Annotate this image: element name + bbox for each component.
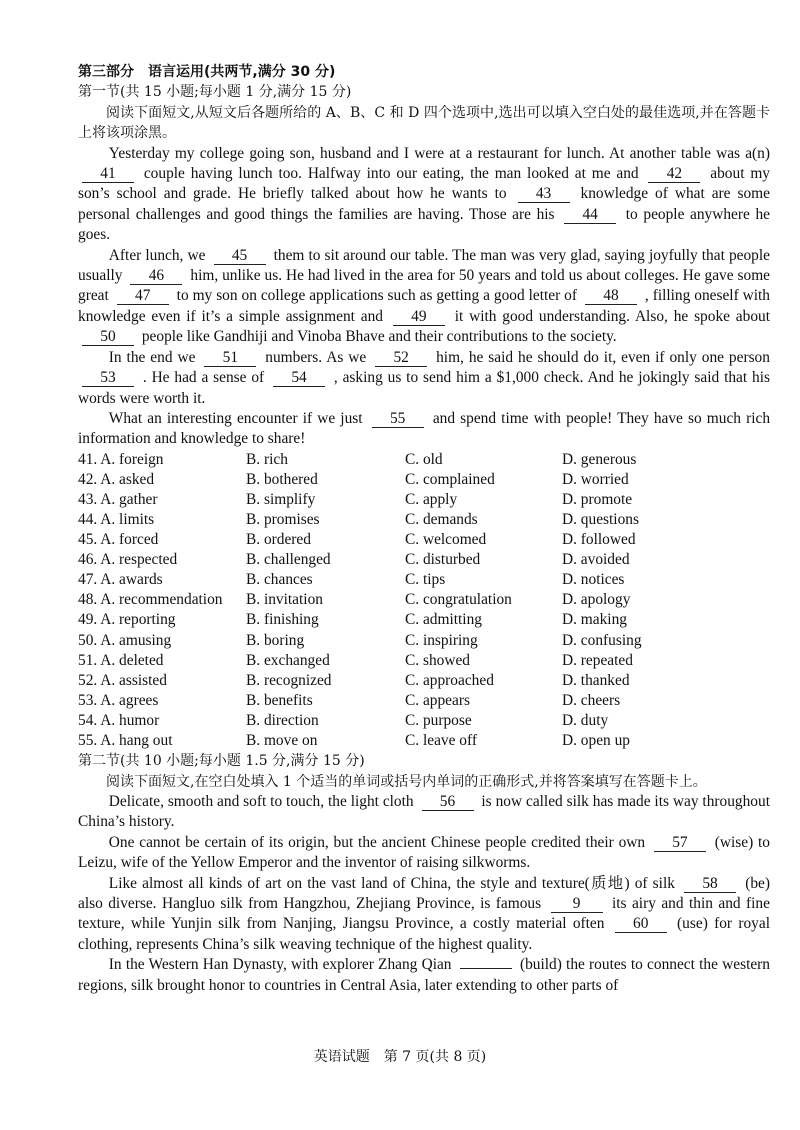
paragraph-text: , asking us to send him a $1,000 check. And he jokingly said that his words were worth it. bbox=[78, 369, 770, 407]
answer-blank: 45 bbox=[214, 248, 266, 265]
option-a: 54. A. humor bbox=[78, 711, 160, 729]
option-b: B. finishing bbox=[246, 611, 319, 629]
option-a: 43. A. gather bbox=[78, 490, 158, 508]
option-d: D. confusing bbox=[562, 631, 642, 649]
option-a: 51. A. deleted bbox=[78, 651, 164, 669]
option-d: D. generous bbox=[562, 450, 637, 468]
options-table bbox=[78, 450, 770, 751]
paragraph-text: Yesterday my college going son, husband and I were at a restaurant for lunch. At another table was a(n) bbox=[108, 144, 770, 162]
answer-blank: 41 bbox=[82, 166, 134, 183]
exam-page bbox=[78, 62, 770, 996]
answer-blank: 51 bbox=[204, 350, 256, 367]
option-d: D. avoided bbox=[562, 551, 630, 569]
paragraph-text: him, he said he should do it, even if only one person bbox=[436, 348, 770, 366]
paragraph-text: about my son’s school and grade. He briefly talked about how he wants to bbox=[78, 165, 770, 203]
paragraph-text: , filling oneself with knowledge even if it’s a simple assignment and bbox=[78, 287, 770, 325]
paragraph-text: people like Gandhiji and Vinoba Bhave and their contributions to the society. bbox=[141, 328, 617, 346]
page-footer: 英语试题 第 7 页(共 8 页) bbox=[313, 1049, 487, 1065]
option-d: D. duty bbox=[562, 711, 609, 729]
answer-blank: 60 bbox=[615, 916, 667, 933]
paragraph-text: . He had a sense of bbox=[142, 369, 265, 387]
paragraph-text: him, unlike us. He had lived in the area for 50 years and told us about colleges. He gave some great bbox=[78, 267, 770, 305]
answer-blank bbox=[460, 968, 512, 969]
paragraph-text: and spend time with people! They have so much rich information and knowledge to share! bbox=[78, 409, 771, 448]
paragraph-text: After lunch, we bbox=[108, 246, 206, 264]
option-a: 45. A. forced bbox=[78, 531, 159, 549]
section1-instructions: 阅读下面短文,从短文后各题所给的 A、B、C 和 D 四个选项中,选出可以填入空白处的最佳选项,并在答题卡上将该项涂黑。 bbox=[78, 104, 770, 142]
paragraph-text: (wise) to Leizu, wife of the Yellow Emperor and the inventor of raising silkworms. bbox=[78, 833, 771, 872]
option-a: 55. A. hang out bbox=[78, 732, 173, 750]
paragraph-text: knowledge of what are some personal challenges and good things the families are having. Those are his bbox=[78, 185, 770, 223]
paragraph-text: In the Western Han Dynasty, with explorer Zhang Qian bbox=[108, 956, 452, 974]
answer-blank: 50 bbox=[82, 329, 134, 346]
option-c: C. approached bbox=[405, 671, 494, 689]
option-d: D. worried bbox=[562, 470, 629, 488]
paragraph-text: its airy and thin and fine texture, while Yunjin silk from Nanjing, Jiangsu Province, a costly material often bbox=[78, 894, 770, 933]
option-d: D. followed bbox=[562, 531, 636, 549]
answer-blank: 44 bbox=[564, 207, 616, 224]
option-b: B. move on bbox=[246, 732, 318, 750]
option-a: 46. A. respected bbox=[78, 551, 178, 569]
answer-blank: 42 bbox=[648, 166, 700, 183]
paragraph-text: numbers. As we bbox=[265, 348, 367, 366]
option-a: 42. A. asked bbox=[78, 470, 155, 488]
paragraph bbox=[78, 246, 770, 348]
option-d: D. open up bbox=[562, 732, 630, 750]
option-c: C. congratulation bbox=[405, 591, 512, 609]
section2-title: 第二节(共 10 小题;每小题 1.5 分,满分 15 分) bbox=[78, 753, 365, 770]
paragraph-text: them to sit around our table. The man was very glad, saying joyfully that people usually bbox=[78, 246, 770, 285]
option-d: D. promote bbox=[562, 490, 633, 508]
section2-instructions: 阅读下面短文,在空白处填入 1 个适当的单词或括号内单词的正确形式,并将答案填写在答题卡上。 bbox=[106, 773, 707, 790]
option-c: C. complained bbox=[405, 470, 495, 488]
answer-blank: 48 bbox=[585, 288, 637, 305]
paragraph-text: In the end we bbox=[108, 348, 196, 366]
paragraph-text: it with good understanding. Also, he spoke about bbox=[454, 307, 770, 325]
paragraph bbox=[78, 955, 770, 996]
section1-passage bbox=[78, 144, 770, 450]
answer-blank: 54 bbox=[273, 370, 325, 387]
option-d: D. cheers bbox=[562, 691, 621, 709]
answer-blank: 47 bbox=[117, 288, 169, 305]
answer-blank: 46 bbox=[130, 268, 182, 285]
option-a: 49. A. reporting bbox=[78, 611, 176, 629]
option-b: B. simplify bbox=[246, 490, 316, 508]
answer-blank: 49 bbox=[393, 309, 445, 326]
option-c: C. disturbed bbox=[405, 551, 481, 569]
paragraph-text: to people anywhere he goes. bbox=[78, 205, 770, 244]
paragraph-text: What an interesting encounter if we just bbox=[108, 409, 363, 427]
option-c: C. showed bbox=[405, 651, 470, 669]
option-d: D. questions bbox=[562, 511, 639, 528]
answer-blank: 57 bbox=[654, 835, 706, 852]
option-a: 52. A. assisted bbox=[78, 671, 167, 689]
answer-blank: 53 bbox=[82, 370, 134, 387]
option-a: 41. A. foreign bbox=[78, 450, 164, 468]
option-b: B. exchanged bbox=[246, 651, 330, 669]
option-c: C. old bbox=[405, 450, 443, 468]
paragraph-text: is now called silk has made its way throughout China’s history. bbox=[78, 792, 770, 831]
option-b: B. promises bbox=[246, 511, 320, 528]
option-b: B. challenged bbox=[246, 551, 331, 569]
paragraph-text: One cannot be certain of its origin, but the ancient Chinese people credited their own bbox=[108, 833, 646, 851]
option-c: C. leave off bbox=[405, 732, 477, 750]
section2-passage bbox=[78, 792, 770, 996]
option-b: B. recognized bbox=[246, 671, 332, 689]
answer-blank: 43 bbox=[518, 186, 570, 203]
paragraph-text: Like almost all kinds of art on the vast land of China, the style and texture(质地) of silk bbox=[108, 874, 675, 892]
answer-blank: 9 bbox=[551, 896, 603, 913]
paragraph-text: (build) the routes to connect the western regions, silk brought honor to countries in Central Asia, later extending to other parts of bbox=[78, 956, 770, 994]
option-b: B. boring bbox=[246, 631, 305, 649]
paragraph bbox=[78, 833, 770, 874]
paragraph-text: (be) also diverse. Hangluo silk from Hangzhou, Zhejiang Province, is famous bbox=[78, 874, 770, 912]
option-c: C. tips bbox=[405, 571, 446, 589]
option-b: B. chances bbox=[246, 571, 313, 589]
option-c: C. welcomed bbox=[405, 531, 487, 549]
option-c: C. purpose bbox=[405, 711, 472, 729]
answer-blank: 55 bbox=[372, 411, 424, 428]
paragraph bbox=[78, 348, 770, 409]
option-d: D. repeated bbox=[562, 651, 633, 669]
answer-blank: 52 bbox=[375, 350, 427, 367]
option-c: C. apply bbox=[405, 490, 458, 508]
paragraph bbox=[78, 144, 770, 246]
option-b: B. direction bbox=[246, 711, 319, 729]
part-title: 第三部分 语言运用(共两节,满分 30 分) bbox=[78, 64, 336, 80]
paragraph-text: couple having lunch too. Halfway into our eating, the man looked at me and bbox=[143, 165, 639, 183]
paragraph bbox=[78, 792, 770, 833]
option-c: C. inspiring bbox=[405, 631, 478, 649]
paragraph bbox=[78, 874, 770, 956]
option-b: B. invitation bbox=[246, 591, 323, 609]
option-c: C. appears bbox=[405, 691, 470, 709]
paragraph-text: to my son on college applications such as getting a good letter of bbox=[176, 287, 577, 305]
option-d: D. thanked bbox=[562, 671, 630, 689]
paragraph-text: (use) for royal clothing, represents China’s silk weaving technique of the highest quality. bbox=[78, 915, 770, 953]
option-b: B. ordered bbox=[246, 531, 311, 549]
option-d: D. making bbox=[562, 611, 627, 629]
paragraph-text: Delicate, smooth and soft to touch, the light cloth bbox=[108, 792, 414, 810]
option-a: 44. A. limits bbox=[78, 511, 155, 528]
option-a: 53. A. agrees bbox=[78, 691, 159, 709]
option-c: C. demands bbox=[405, 511, 478, 528]
option-b: B. benefits bbox=[246, 691, 313, 709]
option-d: D. apology bbox=[562, 591, 631, 609]
answer-blank: 56 bbox=[422, 794, 474, 811]
option-b: B. bothered bbox=[246, 470, 318, 488]
section1-title: 第一节(共 15 小题;每小题 1 分,满分 15 分) bbox=[78, 84, 352, 101]
option-b: B. rich bbox=[246, 450, 288, 468]
option-a: 47. A. awards bbox=[78, 571, 163, 589]
paragraph bbox=[78, 409, 770, 450]
option-a: 48. A. recommendation bbox=[78, 591, 223, 609]
answer-blank: 58 bbox=[684, 876, 736, 893]
option-a: 50. A. amusing bbox=[78, 631, 172, 649]
option-d: D. notices bbox=[562, 571, 625, 589]
option-c: C. admitting bbox=[405, 611, 482, 629]
